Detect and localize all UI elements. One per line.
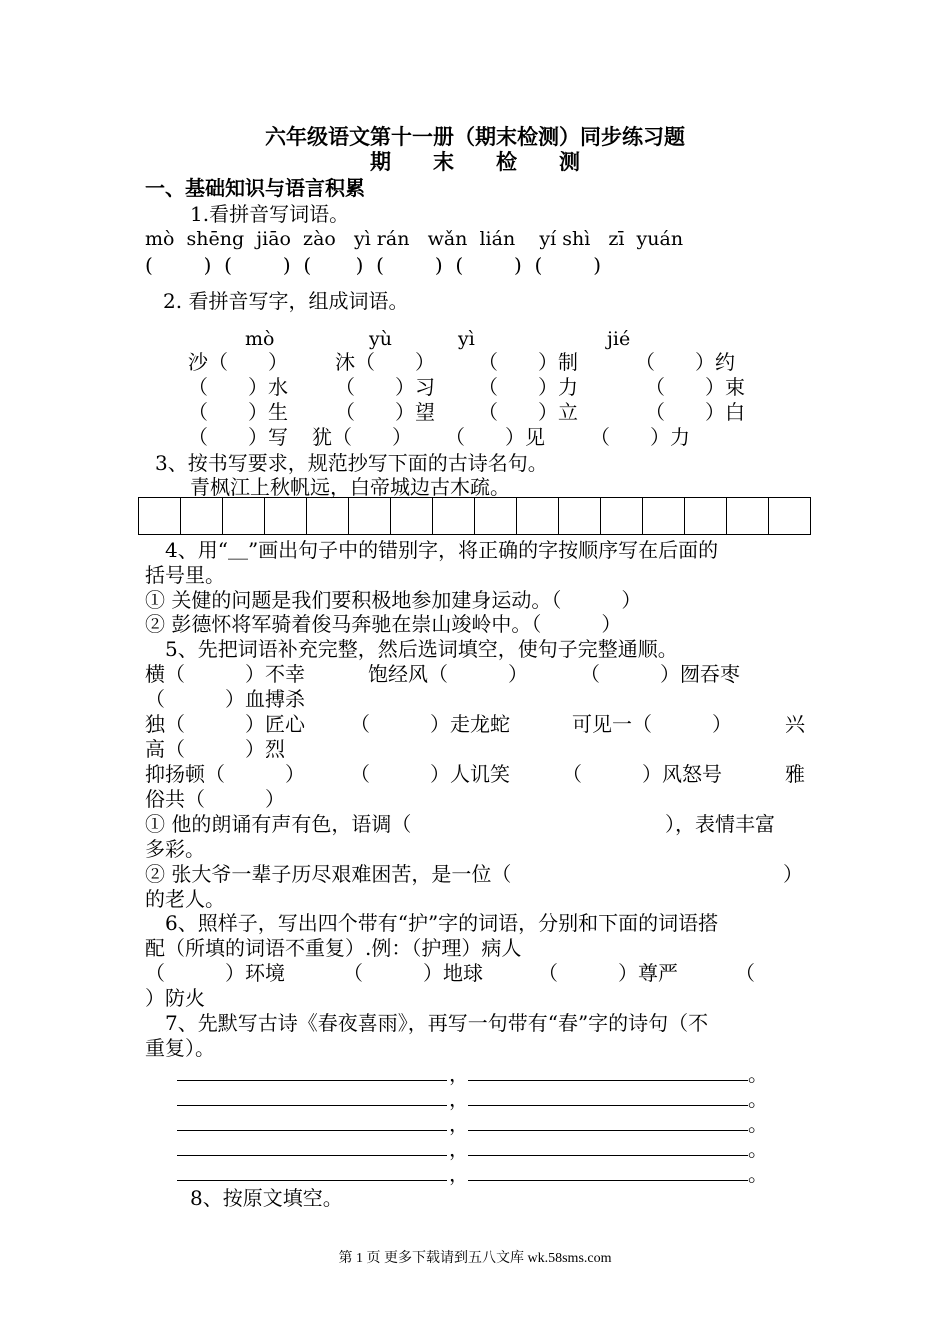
grid-cell[interactable] xyxy=(349,498,391,534)
answer-line[interactable] xyxy=(177,1105,447,1106)
q5-idiom: 饱经风（ ） xyxy=(368,662,528,686)
answer-line[interactable] xyxy=(468,1105,748,1106)
q6-item: （ xyxy=(735,961,755,985)
q5-heading: 5、先把词语补充完整，然后选词填空，使句子完整通顺。 xyxy=(165,637,678,661)
page-title: 六年级语文第十一册（期末检测）同步练习题 xyxy=(265,124,685,149)
q6-item: ）防火 xyxy=(145,986,205,1010)
period-mark: 。 xyxy=(748,1112,768,1136)
answer-line[interactable] xyxy=(468,1130,748,1131)
q2-pinyin-2: yù xyxy=(369,328,392,350)
q3-poem: 青枫江上秋帆远，白帝城边古木疏。 xyxy=(190,475,510,499)
q5-idiom: 雅 xyxy=(785,762,805,786)
grid-cell[interactable] xyxy=(265,498,307,534)
comma-mark: ， xyxy=(449,1112,469,1136)
grid-cell[interactable] xyxy=(433,498,475,534)
page-subtitle: 期 末 检 测 xyxy=(370,149,580,174)
page-footer: 第 1 页 更多下载请到五八文库 wk.58sms.com xyxy=(338,1251,612,1266)
q2-item: （ ）写 xyxy=(188,425,288,449)
answer-line[interactable] xyxy=(177,1180,447,1181)
q2-item: （ ）立 xyxy=(478,400,578,424)
q8-heading: 8、按原文填空。 xyxy=(190,1186,343,1210)
q7-heading: 7、先默写古诗《春夜喜雨》，再写一句带有“春”字的诗句（不 xyxy=(165,1011,709,1035)
q1-pinyin: mò shēng jiāo zào yì rán wǎn lián yí shì zī yuán xyxy=(145,228,684,250)
q5-idiom: 俗共（ ） xyxy=(145,787,285,811)
comma-mark: ， xyxy=(449,1162,469,1186)
q2-item: （ ）制 xyxy=(478,350,578,374)
q2-item: （ ）水 xyxy=(188,375,288,399)
q5-idiom: （ ）走龙蛇 xyxy=(350,712,510,736)
q2-item: （ ）约 xyxy=(635,350,735,374)
grid-cell[interactable] xyxy=(559,498,601,534)
grid-cell[interactable] xyxy=(391,498,433,534)
q4-sentence-1: ① 关健的问题是我们要积极地参加建身运动。（ ） xyxy=(145,588,642,612)
q5-idiom: 横（ ）不幸 xyxy=(145,662,305,686)
q5-sentence-2: ） xyxy=(783,862,803,886)
comma-mark: ， xyxy=(449,1137,469,1161)
q5-idiom: 抑扬顿（ ） xyxy=(145,762,305,786)
q5-idiom: 可见一（ ） xyxy=(572,712,732,736)
q2-pinyin-3: yì xyxy=(458,328,475,350)
answer-line[interactable] xyxy=(177,1080,447,1081)
q5-sentence-1: 多彩。 xyxy=(145,837,205,861)
q5-sentence-2: 的老人。 xyxy=(145,887,225,911)
q4-heading: 4、用“＿”画出句子中的错别字，将正确的字按顺序写在后面的 xyxy=(165,538,719,562)
q5-idiom: （ ）人讥笑 xyxy=(350,762,510,786)
answer-line[interactable] xyxy=(177,1130,447,1131)
q5-sentence-1: ① 他的朗诵有声有色，语调（ xyxy=(145,812,412,836)
q2-item: （ ）力 xyxy=(590,425,690,449)
comma-mark: ， xyxy=(449,1087,469,1111)
q5-idiom: 兴 xyxy=(785,712,805,736)
q2-pinyin-4: jié xyxy=(607,328,631,350)
q6-item: （ ）尊严 xyxy=(538,961,678,985)
period-mark: 。 xyxy=(748,1162,768,1186)
q6-item: （ ）环境 xyxy=(145,961,285,985)
answer-line[interactable] xyxy=(468,1080,748,1081)
grid-cell[interactable] xyxy=(139,498,181,534)
grid-cell[interactable] xyxy=(307,498,349,534)
q5-sentence-1: ），表情丰富 xyxy=(665,812,775,836)
q5-idiom: 高（ ）烈 xyxy=(145,737,285,761)
grid-cell[interactable] xyxy=(769,498,810,534)
period-mark: 。 xyxy=(748,1062,768,1086)
q2-item: 沐（ ） xyxy=(335,350,435,374)
answer-line[interactable] xyxy=(177,1155,447,1156)
q2-item: （ ）白 xyxy=(645,400,745,424)
comma-mark: ， xyxy=(449,1062,469,1086)
q2-heading: 2. 看拼音写字，组成词语。 xyxy=(163,289,409,313)
q5-idiom: （ ）囫吞枣 xyxy=(580,662,740,686)
q5-idiom: （ ）血搏杀 xyxy=(145,687,305,711)
grid-cell[interactable] xyxy=(181,498,223,534)
q6-heading-cont: 配（所填的词语不重复）.例：（护理）病人 xyxy=(145,936,522,960)
grid-cell[interactable] xyxy=(475,498,517,534)
q6-item: （ ）地球 xyxy=(343,961,483,985)
period-mark: 。 xyxy=(748,1087,768,1111)
grid-cell[interactable] xyxy=(601,498,643,534)
q2-pinyin-1: mò xyxy=(245,328,275,350)
q3-heading: 3、按书写要求，规范抄写下面的古诗名句。 xyxy=(155,451,548,475)
q4-heading-cont: 括号里。 xyxy=(145,563,225,587)
q2-item: （ ）望 xyxy=(335,400,435,424)
q2-item: 犹（ ） xyxy=(312,425,412,449)
section-heading: 一、基础知识与语言积累 xyxy=(145,176,365,200)
q2-item: （ ）见 xyxy=(445,425,545,449)
q5-sentence-2: ② 张大爷一辈子历尽艰难困苦，是一位（ xyxy=(145,862,512,886)
grid-cell[interactable] xyxy=(727,498,769,534)
grid-cell[interactable] xyxy=(223,498,265,534)
q2-item: （ ）习 xyxy=(335,375,435,399)
answer-line[interactable] xyxy=(468,1155,748,1156)
q5-idiom: （ ）风怒号 xyxy=(562,762,722,786)
writing-grid[interactable] xyxy=(138,497,811,535)
q1-answer-brackets: ( ) ( ) ( ) ( ) ( ) ( ) xyxy=(145,253,602,277)
q2-item: （ ）生 xyxy=(188,400,288,424)
grid-cell[interactable] xyxy=(685,498,727,534)
period-mark: 。 xyxy=(748,1137,768,1161)
q6-heading: 6、照样子，写出四个带有“护”字的词语，分别和下面的词语搭 xyxy=(165,911,719,935)
grid-cell[interactable] xyxy=(643,498,685,534)
answer-line[interactable] xyxy=(468,1180,748,1181)
q2-item: 沙（ ） xyxy=(188,350,288,374)
q7-heading-cont: 重复）。 xyxy=(145,1036,215,1060)
q5-idiom: 独（ ）匠心 xyxy=(145,712,305,736)
grid-cell[interactable] xyxy=(517,498,559,534)
q4-sentence-2: ② 彭德怀将军骑着俊马奔驰在崇山竣岭中。（ ） xyxy=(145,612,622,636)
q2-item: （ ）束 xyxy=(645,375,745,399)
q2-item: （ ）力 xyxy=(478,375,578,399)
q1-heading: 1.看拼音写词语。 xyxy=(190,202,350,226)
